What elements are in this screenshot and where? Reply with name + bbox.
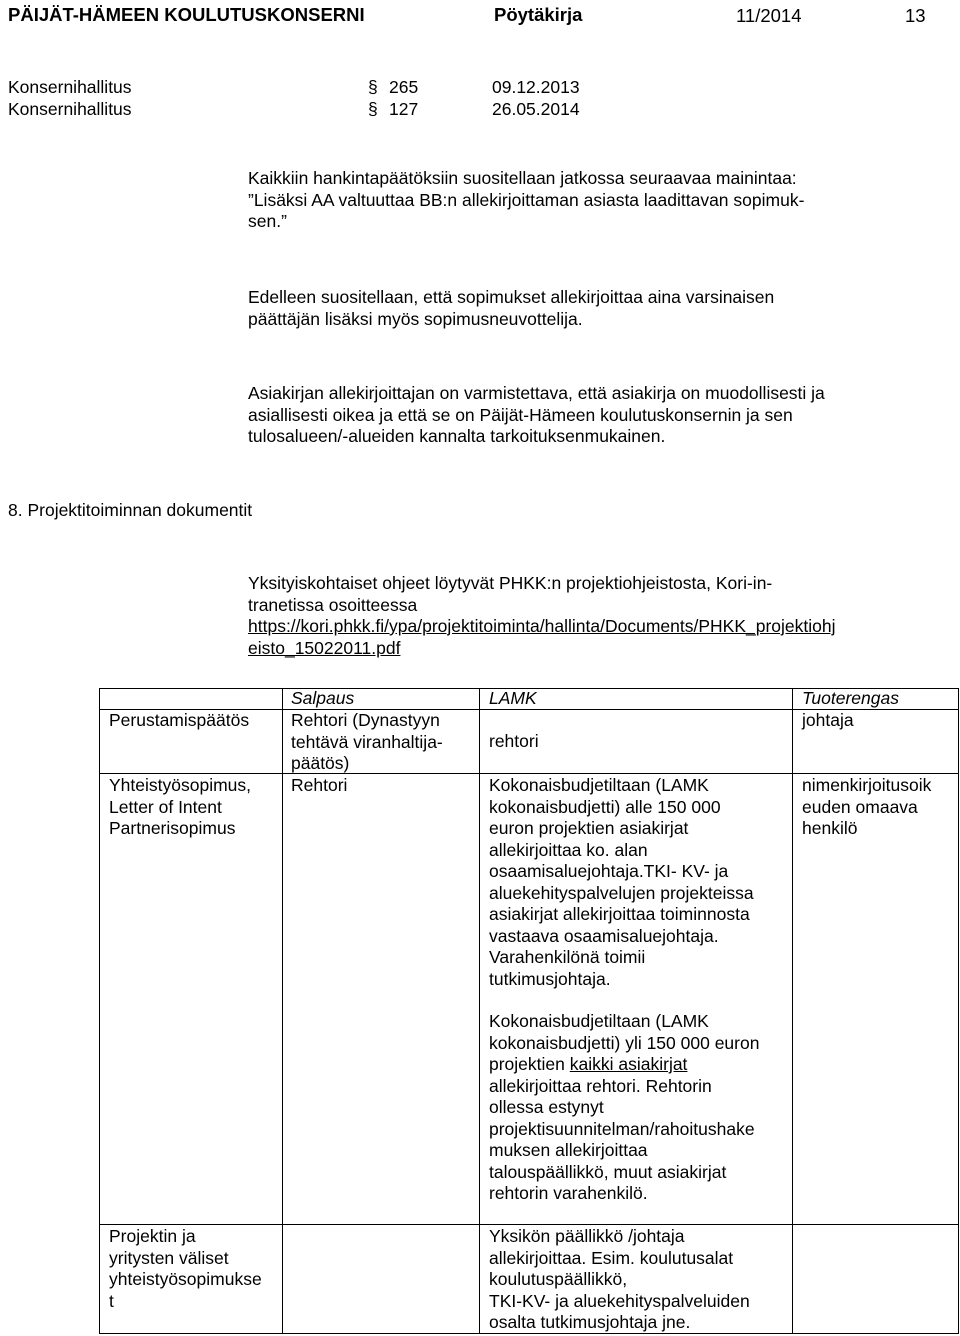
cell-line: muksen allekirjoittaa bbox=[489, 1140, 648, 1160]
document-number: 11/2014 bbox=[736, 5, 802, 26]
cell-line: Rehtori (Dynastyyn bbox=[291, 710, 440, 730]
document-type: Pöytäkirja bbox=[494, 4, 583, 25]
text-line: tulosalueen/-alueiden kannalta tarkoituksenmukainen. bbox=[248, 426, 666, 446]
column-header-tuoterengas: Tuoterengas bbox=[802, 688, 899, 708]
text-line: Kaikkiin hankintapäätöksiin suositellaan jatkossa seuraavaa mainintaa: bbox=[248, 168, 797, 188]
cell-tuoterengas bbox=[802, 775, 931, 840]
table-border bbox=[99, 1224, 959, 1225]
document-link[interactable]: https://kori.phkk.fi/ypa/projektitoiminta/hallinta/Documents/PHKK_projektiohj bbox=[248, 616, 836, 636]
cell-lamk bbox=[489, 1226, 750, 1334]
cell-line: allekirjoittaa. Esim. koulutusalat bbox=[489, 1247, 734, 1268]
cell-salpaus bbox=[291, 710, 443, 775]
row-label-perustamispaatos bbox=[109, 710, 249, 732]
page-number: 13 bbox=[905, 5, 926, 26]
cell-line: yritysten väliset bbox=[109, 1247, 229, 1268]
cell-line: Yhteistyösopimus, bbox=[109, 775, 252, 795]
cell-line: allekirjoittaa ko. alan bbox=[489, 839, 648, 860]
cell-tuoterengas bbox=[802, 710, 854, 732]
table-border bbox=[479, 688, 480, 1334]
cell-line: euron projektien asiakirjat bbox=[489, 818, 689, 838]
cell-line: kokonaisbudjetti) yli 150 000 euron bbox=[489, 1032, 760, 1053]
cell-line: ollessa estynyt bbox=[489, 1097, 604, 1117]
row-label-projektin-yhteistyosopimukset bbox=[109, 1226, 262, 1312]
section-text bbox=[248, 573, 836, 659]
cell-text: projektien bbox=[489, 1054, 570, 1074]
cell-lamk-under-150k bbox=[489, 775, 754, 990]
document-link[interactable]: eisto_15022011.pdf bbox=[248, 637, 401, 658]
cell-line: tutkimusjohtaja. bbox=[489, 968, 611, 989]
text-line: päättäjän lisäksi myös sopimusneuvottelija. bbox=[248, 308, 583, 329]
paragraph-signing bbox=[248, 287, 774, 330]
section-sign: § bbox=[368, 99, 378, 119]
cell-line: nimenkirjoitusoik bbox=[802, 775, 932, 795]
section-title: 8. Projektitoiminnan dokumentit bbox=[8, 500, 253, 520]
cell-line: Kokonaisbudjetiltaan (LAMK bbox=[489, 775, 709, 795]
text-line: Yksityiskohtaiset ohjeet löytyvät PHKK:n projektiohjeistosta, Kori-in- bbox=[248, 573, 773, 593]
reference-date: 09.12.2013 bbox=[492, 77, 580, 97]
table-border bbox=[99, 773, 959, 774]
cell-line: Perustamispäätös bbox=[109, 710, 250, 730]
organization-name: PÄIJÄT-HÄMEEN KOULUTUSKONSERNI bbox=[8, 4, 365, 25]
cell-line: tehtävä viranhaltija- bbox=[291, 731, 443, 752]
cell-line bbox=[489, 1054, 759, 1076]
cell-line: asiakirjat allekirjoittaa toiminnosta bbox=[489, 904, 750, 924]
table-border bbox=[99, 688, 100, 1334]
cell-salpaus bbox=[291, 775, 347, 797]
cell-line: aluekehityspalvelujen projekteissa bbox=[489, 882, 754, 903]
cell-lamk-over-150k bbox=[489, 1011, 759, 1205]
column-header-salpaus: Salpaus bbox=[291, 688, 355, 708]
text-line: ”Lisäksi AA valtuuttaa BB:n allekirjoittaman asiasta laadittavan sopimuk- bbox=[248, 189, 805, 210]
cell-line: TKI-KV- ja aluekehityspalveluiden bbox=[489, 1290, 750, 1311]
cell-line: Projektin ja bbox=[109, 1226, 196, 1246]
paragraph-verification bbox=[248, 383, 825, 448]
cell-line: rehtori bbox=[489, 731, 539, 751]
cell-line: Letter of Intent bbox=[109, 796, 222, 817]
table-border bbox=[282, 688, 283, 1334]
text-line: sen.” bbox=[248, 211, 287, 231]
row-label-yhteistyosopimus bbox=[109, 775, 251, 840]
cell-line: Yksikön päällikkö /johtaja bbox=[489, 1226, 685, 1246]
cell-line: henkilö bbox=[802, 818, 858, 838]
cell-line: allekirjoittaa rehtori. Rehtorin bbox=[489, 1075, 712, 1096]
reference-number: 127 bbox=[389, 99, 419, 119]
cell-line: yhteistyösopimukse bbox=[109, 1269, 262, 1289]
cell-line: osalta tutkimusjohtaja jne. bbox=[489, 1312, 691, 1332]
text-line: tranetissa osoitteessa bbox=[248, 594, 418, 615]
cell-line: projektisuunnitelman/rahoitushake bbox=[489, 1118, 755, 1139]
text-line: Asiakirjan allekirjoittajan on varmistettava, että asiakirja on muodollisesti ja bbox=[248, 383, 825, 403]
cell-line: Varahenkilönä toimii bbox=[489, 947, 646, 967]
cell-line: johtaja bbox=[802, 710, 854, 730]
reference-body: Konsernihallitus bbox=[8, 99, 132, 119]
cell-line: euden omaava bbox=[802, 796, 918, 817]
text-line: Edelleen suositellaan, että sopimukset allekirjoittaa aina varsinaisen bbox=[248, 287, 775, 307]
cell-line: kokonaisbudjetti) alle 150 000 bbox=[489, 796, 721, 817]
cell-line: Kokonaisbudjetiltaan (LAMK bbox=[489, 1011, 709, 1031]
underlined-text: kaikki asiakirjat bbox=[569, 1054, 688, 1074]
reference-date: 26.05.2014 bbox=[492, 99, 580, 119]
cell-line: vastaava osaamisaluejohtaja. bbox=[489, 925, 719, 946]
cell-line: koulutuspäällikkö, bbox=[489, 1269, 628, 1289]
cell-line: rehtorin varahenkilö. bbox=[489, 1183, 648, 1203]
table-border bbox=[958, 688, 959, 1334]
cell-line: t bbox=[109, 1290, 114, 1311]
reference-number: 265 bbox=[389, 77, 419, 97]
text-line: asiallisesti oikea ja että se on Päijät-Hämeen koulutuskonsernin ja sen bbox=[248, 404, 793, 425]
reference-body: Konsernihallitus bbox=[8, 77, 132, 97]
column-header-lamk: LAMK bbox=[489, 688, 537, 708]
cell-line: päätös) bbox=[291, 753, 350, 773]
cell-lamk bbox=[489, 731, 539, 753]
paragraph-recommendation bbox=[248, 168, 804, 233]
section-sign: § bbox=[368, 77, 378, 97]
cell-line: Rehtori bbox=[291, 775, 348, 795]
table-border bbox=[792, 688, 793, 1334]
cell-line: talouspäällikkö, muut asiakirjat bbox=[489, 1161, 727, 1182]
cell-line: Partnerisopimus bbox=[109, 818, 236, 838]
cell-line: osaamisaluejohtaja.TKI- KV- ja bbox=[489, 861, 729, 881]
